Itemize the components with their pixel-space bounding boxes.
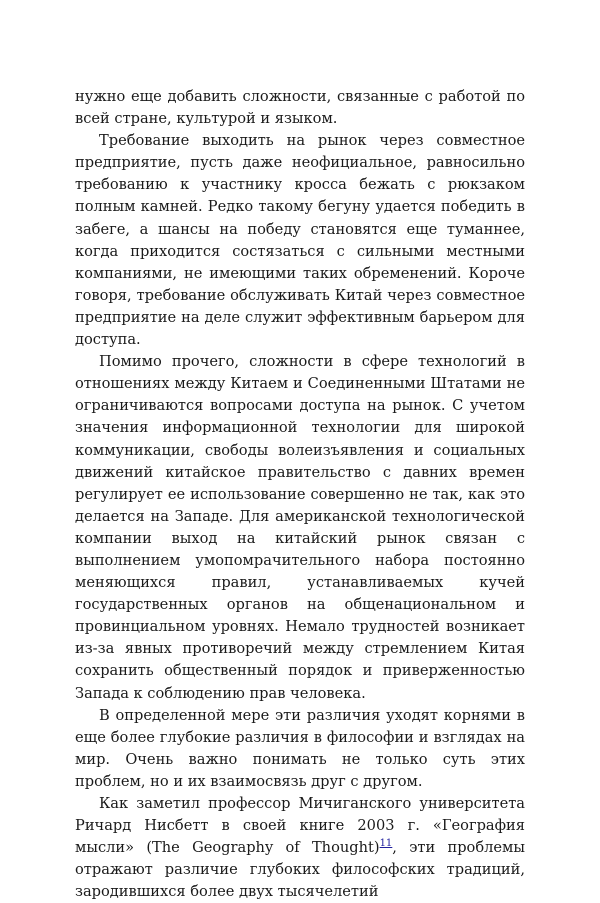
paragraph-text-before: Как заметил профессор Мичиганского университета Ричард Нисбетт в своей книге 2003 г. «География мысли» (The Geography of Thought): [75, 795, 525, 857]
paragraph-continuation: нужно еще добавить сложности, связанные с работой по всей стране, культурой и языком.: [75, 88, 525, 128]
document-page: [75, 86, 525, 903]
paragraph-differences: В определенной мере эти различия уходят корнями в еще более глубокие различия в философии и взглядах на мир. Очень важно понимать не только суть этих проблем, но и их взаимосвязь друг с другом.: [75, 706, 525, 790]
paragraph-joint-venture: Требование выходить на рынок через совместное предприятие, пусть даже неофициальное, равносильно требованию к участнику кросса бежать с рюкзаком полным камней. Редко такому бегуну удается победить в забеге, а шансы на победу становятся еще туманнее, когда приходится состязаться с сильными местными компаниями, не имеющими таких обременений. Короче говоря, требование обслуживать Китай через совместное предприятие на деле служит эффективным барьером для доступа.: [75, 132, 525, 349]
footnote-link[interactable]: 11: [379, 838, 393, 850]
paragraph-technology: Помимо прочего, сложности в сфере технологий в отношениях между Китаем и Соединенными Штатами не ограничиваются вопросами доступа на рынок. С учетом значения информационной технологии для широкой коммуникации, свободы волеизъявления и социальных движений китайское правительство с давних времен регулирует ее использование совершенно не так, как это делается на Западе. Для американской технологической компании выход на китайский рынок связан с выполнением умопомрачительного набора постоянно меняющихся правил, устанавливаемых кучей государственных органов на общенациональном и провинциальном уровнях. Немало трудностей возникает из-за явных противоречий между стремлением Китая сохранить общественный порядок и приверженностью Запада к соблюдению прав человека.: [75, 353, 525, 702]
paragraph-text-after: , эти проблемы отражают различие глубоких философских традиций, зародившихся более двух тысячелетий: [75, 839, 525, 901]
paragraph-nisbett: [75, 793, 525, 903]
